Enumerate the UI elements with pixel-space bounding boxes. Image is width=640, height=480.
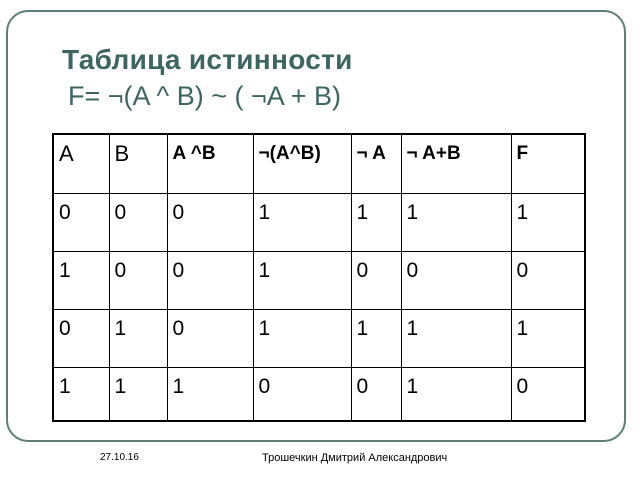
cell-value: 0 — [114, 201, 127, 224]
table-cell-b — [109, 310, 167, 368]
column-header-a-and-b — [167, 134, 253, 194]
table-cell-not-a — [351, 368, 401, 422]
cell-value: 0 — [172, 259, 185, 282]
column-header-not-a — [351, 134, 401, 194]
cell-value: 1 — [406, 317, 419, 340]
column-header-not-a-or-b — [401, 134, 511, 194]
cell-value: 0 — [172, 201, 185, 224]
table-cell-not-a-and-b — [253, 252, 351, 310]
cell-value: 1 — [516, 317, 529, 340]
table-cell-not-a-or-b — [401, 194, 511, 252]
table-cell-f — [511, 252, 585, 310]
truth-table-body — [53, 194, 585, 422]
column-header-label: ¬ A — [356, 143, 386, 164]
cell-value: 1 — [114, 317, 127, 340]
cell-value: 1 — [356, 201, 369, 224]
cell-value: 1 — [406, 201, 419, 224]
table-cell-not-a-and-b — [253, 194, 351, 252]
cell-value: 1 — [59, 375, 71, 398]
table-cell-a-and-b — [167, 252, 253, 310]
cell-value: 1 — [114, 375, 127, 398]
slide-title: Таблица истинности — [62, 44, 353, 75]
table-cell-f — [511, 194, 585, 252]
cell-value: 0 — [114, 259, 127, 282]
cell-value: 1 — [172, 375, 185, 398]
formula-subtitle: F= ¬(A ^ B) ~ ( ¬A + B) — [68, 81, 342, 111]
cell-value: 1 — [356, 317, 369, 340]
table-cell-a-and-b — [167, 368, 253, 422]
column-header-a — [53, 134, 109, 194]
cell-value: 1 — [258, 259, 271, 282]
column-header-not-a-and-b — [253, 134, 351, 194]
cell-value: 0 — [172, 317, 185, 340]
table-cell-a — [53, 194, 109, 252]
cell-value: 0 — [516, 259, 529, 282]
table-cell-not-a-or-b — [401, 368, 511, 422]
table-cell-b — [109, 368, 167, 422]
table-cell-not-a — [351, 310, 401, 368]
table-cell-not-a — [351, 194, 401, 252]
column-header-b — [109, 134, 167, 194]
table-row — [53, 310, 585, 368]
column-header-label: F — [516, 143, 529, 164]
header-row — [53, 134, 585, 194]
table-cell-not-a-and-b — [253, 368, 351, 422]
table-row — [53, 368, 585, 422]
footer-author: Трошечкин Дмитрий Александрович — [262, 452, 448, 464]
table-cell-f — [511, 310, 585, 368]
footer-date: 27.10.16 — [100, 452, 139, 463]
cell-value: 1 — [59, 259, 71, 282]
column-header-f — [511, 134, 585, 194]
cell-value: 0 — [59, 317, 71, 340]
table-cell-b — [109, 252, 167, 310]
column-header-label: ¬ A+B — [406, 143, 461, 164]
column-header-label: A — [59, 141, 74, 166]
table-row — [53, 194, 585, 252]
table-cell-a — [53, 310, 109, 368]
cell-value: 1 — [258, 317, 271, 340]
table-cell-a — [53, 252, 109, 310]
cell-value: 0 — [516, 375, 529, 398]
table-cell-a-and-b — [167, 310, 253, 368]
column-header-label: A ^B — [172, 143, 216, 164]
table-row — [53, 252, 585, 310]
cell-value: 1 — [258, 201, 271, 224]
column-header-label: ¬(A^B) — [258, 143, 321, 164]
cell-value: 1 — [406, 375, 419, 398]
table-cell-not-a — [351, 252, 401, 310]
cell-value: 0 — [356, 375, 369, 398]
table-cell-a — [53, 368, 109, 422]
cell-value: 0 — [406, 259, 419, 282]
cell-value: 0 — [59, 201, 71, 224]
table-cell-not-a-or-b — [401, 310, 511, 368]
table-cell-a-and-b — [167, 194, 253, 252]
cell-value: 0 — [258, 375, 271, 398]
table-cell-not-a-or-b — [401, 252, 511, 310]
cell-value: 0 — [356, 259, 369, 282]
truth-table — [52, 133, 586, 422]
column-header-label: B — [114, 141, 130, 166]
table-cell-f — [511, 368, 585, 422]
cell-value: 1 — [516, 201, 529, 224]
table-cell-b — [109, 194, 167, 252]
truth-table-header — [53, 134, 585, 194]
table-cell-not-a-and-b — [253, 310, 351, 368]
